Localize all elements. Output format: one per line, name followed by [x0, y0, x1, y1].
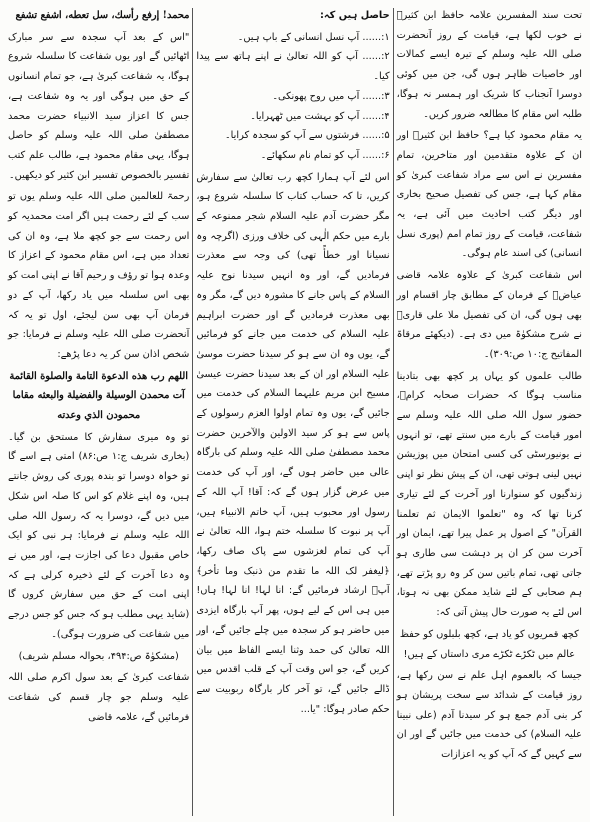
paragraph: یہ مقام محمود کیا ہے؟ حافظ ابن کثیرؒ اور ان کے علاوہ متقدمین اور متاخرین، تمام مفسرین نے اس سے مراد شفاعت کبریٰ کو مقام کہا ہے، جس کی تفصیل صحیح بخاری اور دیگر کتب احادیث میں آئی ہے، یہ شفاعت، قیامت کے روز تمام امم (پوری نسل انسانی) کی اسند عام ہوگی۔ [396, 130, 582, 260]
reference: (مشکوٰۃ ص:۴۹۴، بحوالہ مسلم شریف) [18, 650, 179, 662]
list-item: ۶:...... آپ کو تمام نام سکھائے۔ [260, 149, 390, 161]
list-item: ۱:...... آپ نسل انسانی کے باپ ہیں۔ [237, 31, 390, 43]
list-item: ۲:...... آپ کو اللہ تعالیٰ نے اپنے ہاتھ سے پیدا کیا۔ [196, 51, 390, 83]
paragraph: اس لئے آپ ہمارا کچھ رب تعالیٰ سے سفارش کریں، تا کہ حساب کتاب کا سلسلہ شروع ہو، مگر حضرت آدم علیہ السلام شجر ممنوعہ کے بارے میں حکم الٰہی کی خلاف ورزی (اگرچہ وہ نسیانا اور خطأً تھی) کی وجہ سے معذرت فرمادیں گے، اور وہ انہیں سیدنا نوح علیہ السلام کے پاس جانے کا مشورہ دیں گے، مگر وہ بھی معذرت فرمادیں گے اور حضرت ابراہیم علیہ السلام کی خدمت میں جانے کو فرمائیں گے، یوں وہ ان سے ہو کر سیدنا حضرت موسیٰ علیہ السلام اور ان کے بعد سیدنا حضرت عیسیٰ مسیح ابن مریم علیہما السلام کی خدمت میں جائیں گے، یوں وہ تمام اولوا العزم رسولوں کے پاس سے ہو کر سید الاولین والآخرین حضرت محمد مصطفیٰ صلی اللہ علیہ وسلم کی بارگاہ عالی میں حاضر ہوں گے، اور آپ کی خدمت میں عرض گزار ہوں گے کہ: آقا! آپ اللہ کے رسول اور محبوب ہیں، آپ خاتم الانبیاء ہیں، آپ پر نبوت کا سلسلہ ختم ہوا، اللہ تعالیٰ نے آپ کی تمام لغزشوں سے پاک صاف رکھا، ﴿لیغفر لک اللہ ما تقدم من ذنبک وما تأخر﴾ آپؐ ارشاد فرمائیں گے: انا لہا! انا لہا! ہاں! میں ہی اس کے لیے ہوں، پھر آپ بارگاہ ایزدی میں حاضر ہو کر سجدہ میں چلے جائیں گے، اور اللہ تعالیٰ کی حمد وثنا ایسے الفاظ میں بیان کریں گے، جو اس وقت آپ کے قلب اقدس میں ڈالے جائیں گے، تو آخر کار بارگاہ ربوبیت سے حکم صادر ہوگا: "یا... [196, 171, 390, 715]
list-item: ۴:...... آپ کو بہشت میں ٹھہرایا۔ [250, 110, 390, 122]
column-right [394, 6, 585, 818]
arabic-text: محمد! إرفع رأسك، سل تعطه، اشفع تشفع [15, 10, 190, 21]
paragraph: شفاعت کبریٰ کے بعد سول اکرم صلی اللہ علیہ وسلم جو چار قسم کی شفاعت فرمائیں گے، علامہ قاضی [7, 672, 190, 723]
paragraph: حاصل ہیں کہ: [319, 10, 390, 21]
paragraph: تو وہ میری سفارش کا مستحق بن گیا۔ (بخاری شریف ج:۱ ص:۸۶) امتی ہے اسے گا تو خواہ دوسرا تو بندہ پوری کی روش جانتے ہیں، وہ اپنے غلام کو اس کا صلہ اس شکل میں دیں گے، دوسرا یہ کہ رسول اللہ صلی اللہ علیہ وسلم نے فرمایا: ہر نبی کو ایک خاص مقبول دعا کی اجازت ہے، اور میں نے وہ دعا آخرت کے لئے ذخیرہ کرلی ہے کہ اپنی امت کے حق میں سفارش کروں گا (شاید یہی مطلب ہو کہ جس کو جس درجے میں شفاعت کی ضرورت ہوگی)۔ [7, 431, 190, 640]
column-middle [193, 6, 392, 818]
list-item: ۵:...... فرشتوں سے آپ کو سجدہ کرایا۔ [224, 130, 390, 142]
paragraph: "اس کے بعد آپ سجدہ سے سر مبارک اٹھائیں گے اور یوں شفاعت کا سلسلہ شروع ہوگا، یہ شفاعت کبریٰ ہے، جو تمام انسانوں کے حق میں ہوگی اور یہ وہ شفاعت ہے، جس کا اعزاز سید الانبیاء حضرت محمد مصطفیٰ صلی اللہ علیہ وسلم کو حاصل ہوگا، یہی مقام محمود ہے، طالب علم کتب تفسیر بالخصوص تفسیر ابن کثیر کو دیکھیں۔ [7, 31, 190, 181]
paragraph: تحت سند المفسرین علامہ حافظ ابن کثیرؒ نے خوب لکھا ہے، قیامت کے روز آنحضرت صلی اللہ علیہ وسلم کے تیرہ ایسے کمالات اور خاصیات ظاہر ہوں گی، جن میں کوئی دوسرا آنجناب کا شریک اور ہمسر نہ ہوگا، طلبہ اس مقام کا مطالعہ ضرور کریں۔ [396, 10, 582, 120]
paragraph: رحمۃ للعالمین صلی اللہ علیہ وسلم یوں تو سب کے لئے رحمت ہیں اگر امت محمدیہ کو اس رحمت سے جو کچھ ملا ہے، وہ ان کی تعداد میں ہے، اس مقام محمود کے اعزاز کا وعدہ ہوا تو رؤف و رحیم آقا نے اپنی امت کو بھی اس سلسلہ میں یاد رکھا، آپ کے دو فرمان آپ بھی سن لیجئے، اول تو یہ کہ آنحضرت صلی اللہ علیہ وسلم نے فرمایا: جو شخص اذان سن کر یہ دعا پڑھے: [7, 191, 190, 360]
paragraph: اس شفاعت کبریٰ کے علاوہ علامہ قاضی عیاضؒ کے فرمان کے مطابق چار اقسام اور بھی ہوں گی، ان کی تفصیل ملا علی قاریؒ نے شرح مشکوٰۃ میں دی ہے۔ (دیکھئے مرقاۃ المفاتیح ج:۱۰ ص:۳۰۹)۔ [396, 270, 582, 360]
paragraph: طالب علموں کو یہاں پر کچھ بھی بتادینا مناسب ہوگا کہ حضرات صحابہ کرامؓ، حضور سول اللہ صلی اللہ علیہ وسلم سے امور قیامت کے بارے میں سنتے تھے، تو انہوں نے یونیورسٹی کی کسی امتحان میں پوزیشن نہیں لینی ہوتی تھی، ان کے پیش نظر تو اپنی زندگیوں کو سنوارنا اور آخرت کے لئے تیاری کرنا تھا کہ وہ "تعلموا الایمان ثم تعلمنا القرآن" کے اصول پر عمل پیرا تھے، ایمان اور آخرت سن کر ان پر دہشت سی طاری ہو جاتی تھی، تمام باتیں سن کر وہ رو پڑتے تھے، ہم صحابی کے لئے شاید ممکن بھی نہ ہوتا، اس لئے یہ صورت حال پیش آتی کہ: [396, 370, 582, 619]
dua-arabic: اللهم رب هذه الدعوة التامة والصلوة القائمة آت محمدن الوسيلة والفضيلة والبعثه مقاما محمودن الذي وعدته [9, 370, 188, 422]
list-item: ۳:...... آپ میں روح پھونکی۔ [272, 90, 390, 102]
verse: کچھ قمریوں کو یاد ہے، کچھ بلبلوں کو حفظ عالم میں ٹکڑے ٹکڑے مری داستاں کے ہیں! [399, 628, 579, 660]
numbered-list [196, 28, 389, 166]
column-left [5, 6, 192, 818]
paragraph: جیسا کہ بالعموم اہل علم نے سن رکھا ہے، روز قیامت کے شدائد سے سخت پریشان ہو کر بنی آدم جمع ہو کر سیدنا آدم (علی نبینا علیہ السلام) کی خدمت میں جائیں گے اور ان سے کہیں گے کہ آپ کو یہ اعزازات [396, 670, 582, 761]
